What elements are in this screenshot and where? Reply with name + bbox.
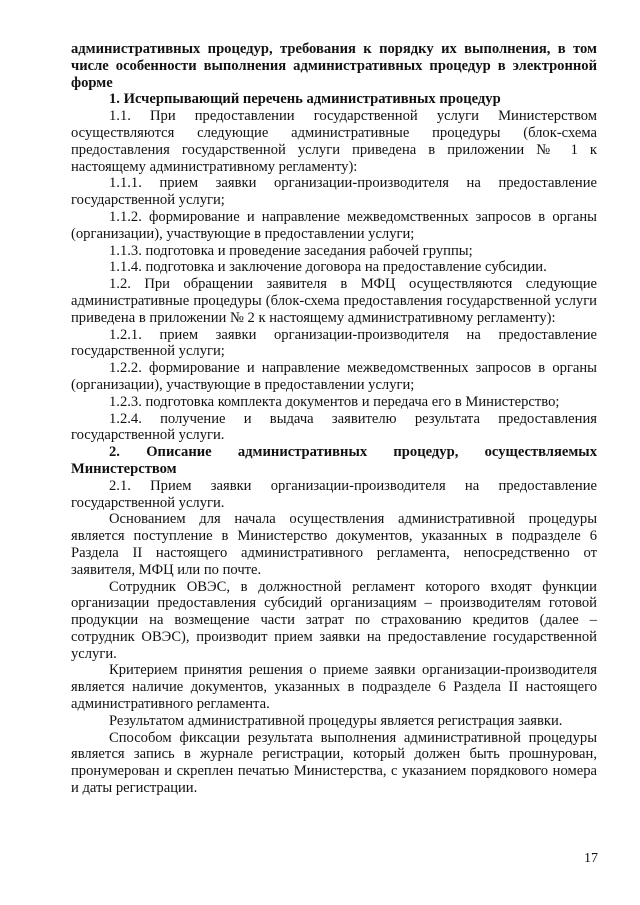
document-page xyxy=(71,41,597,797)
paragraph-employee: Сотрудник ОВЭС, в должностной регламент которого входят функции организации предоставления субсидий организациям – производителям готовой продукции на возмещение части затрат по страхованию кредитов (далее – сотрудник ОВЭС), производит прием заявки на предоставление государственной услуги. xyxy=(71,578,597,662)
section-1-title: 1. Исчерпывающий перечень административных процедур xyxy=(109,91,501,108)
paragraph-1-2-1: 1.2.1. прием заявки организации-производителя на предоставление государственной услуги; xyxy=(71,326,597,360)
paragraph-result: Результатом административной процедуры является регистрация заявки. xyxy=(109,712,563,729)
section-2-title: 2. Описание административных процедур, осуществляемых Министерством xyxy=(71,444,597,477)
paragraph-1-1-4: 1.1.4. подготовка и заключение договора на предоставление субсидии. xyxy=(109,259,547,276)
paragraph-1-2-3: 1.2.3. подготовка комплекта документов и передача его в Министерство; xyxy=(109,393,560,410)
paragraph-1-1-2: 1.1.2. формирование и направление межведомственных запросов в органы (организации), участвующие в предоставлении услуги; xyxy=(71,208,597,242)
paragraph-1-1-3: 1.1.3. подготовка и проведение заседания рабочей группы; xyxy=(109,242,473,259)
paragraph-1-2-4: 1.2.4. получение и выдача заявителю результата предоставления государственной услуги. xyxy=(71,410,597,444)
paragraph-1-1: 1.1. При предоставлении государственной услуги Министерством осуществляются следующие административные процедуры (блок-схема предоставления государственной услуги приведена в приложении № 1 к настоящему административному регламенту): xyxy=(71,108,597,175)
paragraph-criteria: Критерием принятия решения о приеме заявки организации-производителя является наличие документов, указанных в подразделе 6 Раздела II настоящего административного регламента. xyxy=(71,662,597,713)
page-number: 17 xyxy=(584,851,598,866)
paragraph-2-1: 2.1. Прием заявки организации-производителя на предоставление государственной услуги. xyxy=(71,477,597,511)
paragraph-1-1-1: 1.1.1. прием заявки организации-производителя на предоставление государственной услуги; xyxy=(71,175,597,209)
heading-continuation: административных процедур, требования к порядку их выполнения, в том числе особенности выполнения административных процедур в электронной форме xyxy=(71,41,597,91)
paragraph-basis: Основанием для начала осуществления административной процедуры является поступление в Министерство документов, указанных в подразделе 6 Раздела II настоящего административного регламента, непосредственно от заявителя, МФЦ или по почте. xyxy=(71,511,597,578)
paragraph-1-2: 1.2. При обращении заявителя в МФЦ осуществляются следующие административные процедуры (блок-схема предоставления государственной услуги приведена в приложении № 2 к настоящему административному регламенту): xyxy=(71,276,597,326)
paragraph-fixation: Способом фиксации результата выполнения административной процедуры является запись в журнале регистрации, который должен быть прошнурован, пронумерован и скреплен печатью Министерства, с указанием порядкового номера и даты регистрации. xyxy=(71,729,597,797)
paragraph-1-2-2: 1.2.2. формирование и направление межведомственных запросов в органы (организации), участвующие в предоставлении услуги; xyxy=(71,360,597,393)
